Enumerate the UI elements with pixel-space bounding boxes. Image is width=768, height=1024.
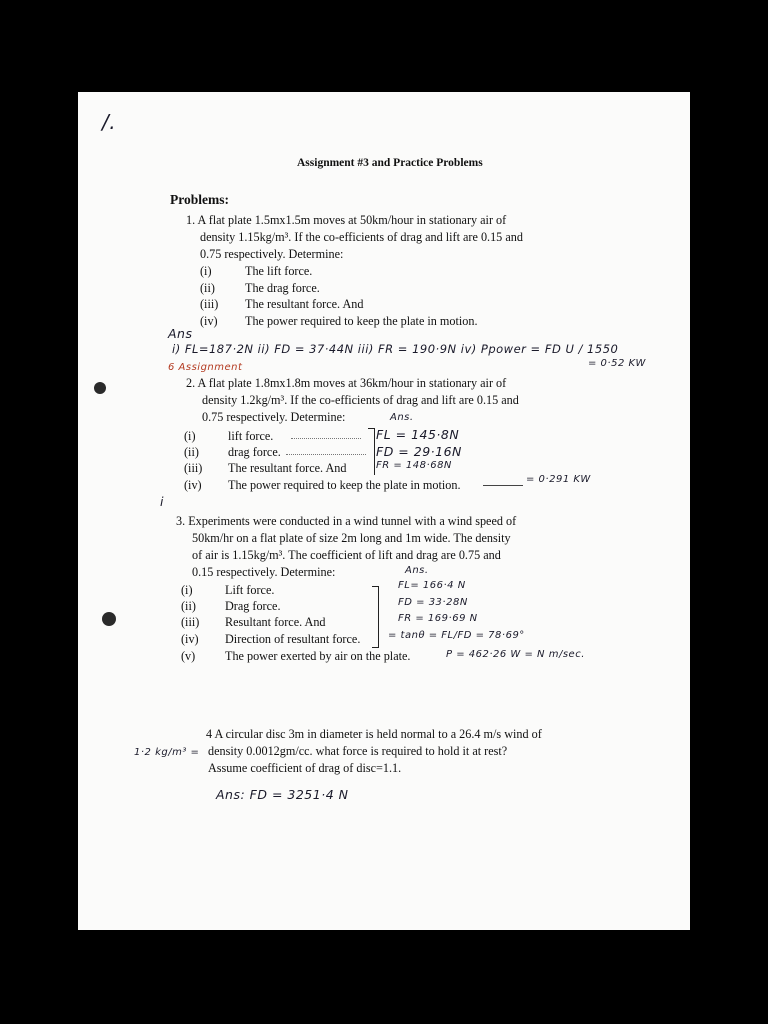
p4-margin-density: 1·2 kg/m³ = xyxy=(134,747,200,758)
p2-dotted-leader xyxy=(286,454,366,455)
p4-answer: Ans: FD = 3251·4 N xyxy=(216,787,349,802)
corner-mark: /. xyxy=(102,110,117,134)
p1-power-answer: = 0·52 KW xyxy=(588,358,646,369)
p3-line: of air is 1.15kg/m³. The coefficient of lift and drag are 0.75 and xyxy=(192,548,501,562)
p2-ans-label: Ans. xyxy=(390,412,414,423)
p1-item-num: (i) xyxy=(200,264,212,278)
section-heading: Problems: xyxy=(170,192,229,207)
p1-line: density 1.15kg/m³. If the co-efficients of drag and lift are 0.15 and xyxy=(200,230,523,244)
margin-mark: i xyxy=(160,494,164,509)
p3-line: 3. Experiments were conducted in a wind tunnel with a wind speed of xyxy=(176,514,517,528)
p3-item-text: Drag force. xyxy=(225,599,281,613)
p3-item-text: Direction of resultant force. xyxy=(225,632,361,646)
p3-bracket xyxy=(372,586,379,648)
p2-answer-power: = 0·291 KW xyxy=(526,474,591,485)
p2-item-text: lift force. xyxy=(228,429,274,443)
p3-item-num: (iii) xyxy=(181,615,200,629)
p2-answer-lift: FL = 145·8N xyxy=(376,427,460,442)
p3-item-num: (ii) xyxy=(181,599,196,613)
document-page xyxy=(78,92,690,930)
p3-answer-resultant: FR = 169·69 N xyxy=(398,613,478,624)
p4-line: Assume coefficient of drag of disc=1.1. xyxy=(208,761,402,775)
p3-line: 0.15 respectively. Determine: xyxy=(192,565,336,579)
p2-item-text: The power required to keep the plate in motion. xyxy=(228,478,461,492)
p2-line: 2. A flat plate 1.8mx1.8m moves at 36km/hour in stationary air of xyxy=(186,376,507,390)
p1-handwritten-answers: i) FL=187·2N ii) FD = 37·44N iii) FR = 190·9N iv) Ppower = FD U / 1550 xyxy=(172,342,619,356)
p1-item-text: The power required to keep the plate in motion. xyxy=(245,314,478,328)
punch-hole xyxy=(94,382,106,394)
page-title: Assignment #3 and Practice Problems xyxy=(297,157,483,169)
p2-bracket xyxy=(368,428,375,475)
p4-line: 4 A circular disc 3m in diameter is held normal to a 26.4 m/s wind of xyxy=(206,727,542,741)
p3-item-num: (i) xyxy=(181,583,193,597)
p1-line: 1. A flat plate 1.5mx1.5m moves at 50km/hour in stationary air of xyxy=(186,213,507,227)
p2-item-num: (iv) xyxy=(184,478,202,492)
p4-line: density 0.0012gm/cc. what force is required to hold it at rest? xyxy=(208,744,508,758)
p1-item-text: The lift force. xyxy=(245,264,313,278)
p2-item-num: (i) xyxy=(184,429,196,443)
p3-line: 50km/hr on a flat plate of size 2m long and 1m wide. The density xyxy=(192,531,511,545)
p2-line: 0.75 respectively. Determine: xyxy=(202,410,346,424)
p1-item-num: (iii) xyxy=(200,297,219,311)
assignment-note: 6 Assignment xyxy=(168,362,243,373)
p3-ans-label: Ans. xyxy=(405,565,429,576)
p2-answer-resultant: FR = 148·68N xyxy=(376,460,452,471)
p1-line: 0.75 respectively. Determine: xyxy=(200,247,344,261)
p2-item-num: (ii) xyxy=(184,445,199,459)
p3-answer-lift: FL= 166·4 N xyxy=(398,580,466,591)
p1-item-text: The resultant force. And xyxy=(245,297,364,311)
p2-line: density 1.2kg/m³. If the co-efficients of drag and lift are 0.15 and xyxy=(202,393,519,407)
p1-item-text: The drag force. xyxy=(245,281,320,295)
p3-item-text: Resultant force. And xyxy=(225,615,326,629)
p3-item-text: The power exerted by air on the plate. xyxy=(225,649,411,663)
p2-dotted-leader xyxy=(483,485,523,486)
p1-ans-label: Ans xyxy=(168,326,193,341)
p1-item-num: (iv) xyxy=(200,314,218,328)
p2-item-text: drag force. xyxy=(228,445,281,459)
p3-item-text: Lift force. xyxy=(225,583,275,597)
p2-item-num: (iii) xyxy=(184,461,203,475)
p3-answer-direction: = tanθ = FL/FD = 78·69° xyxy=(388,630,525,641)
p3-item-num: (v) xyxy=(181,649,196,663)
p3-item-num: (iv) xyxy=(181,632,199,646)
p1-item-num: (ii) xyxy=(200,281,215,295)
p2-item-text: The resultant force. And xyxy=(228,461,347,475)
p3-answer-drag: FD = 33·28N xyxy=(398,597,468,608)
punch-hole xyxy=(102,612,116,626)
p2-answer-drag: FD = 29·16N xyxy=(376,444,462,459)
p3-answer-power: P = 462·26 W = N m/sec. xyxy=(446,649,585,660)
p2-dotted-leader xyxy=(291,438,361,439)
